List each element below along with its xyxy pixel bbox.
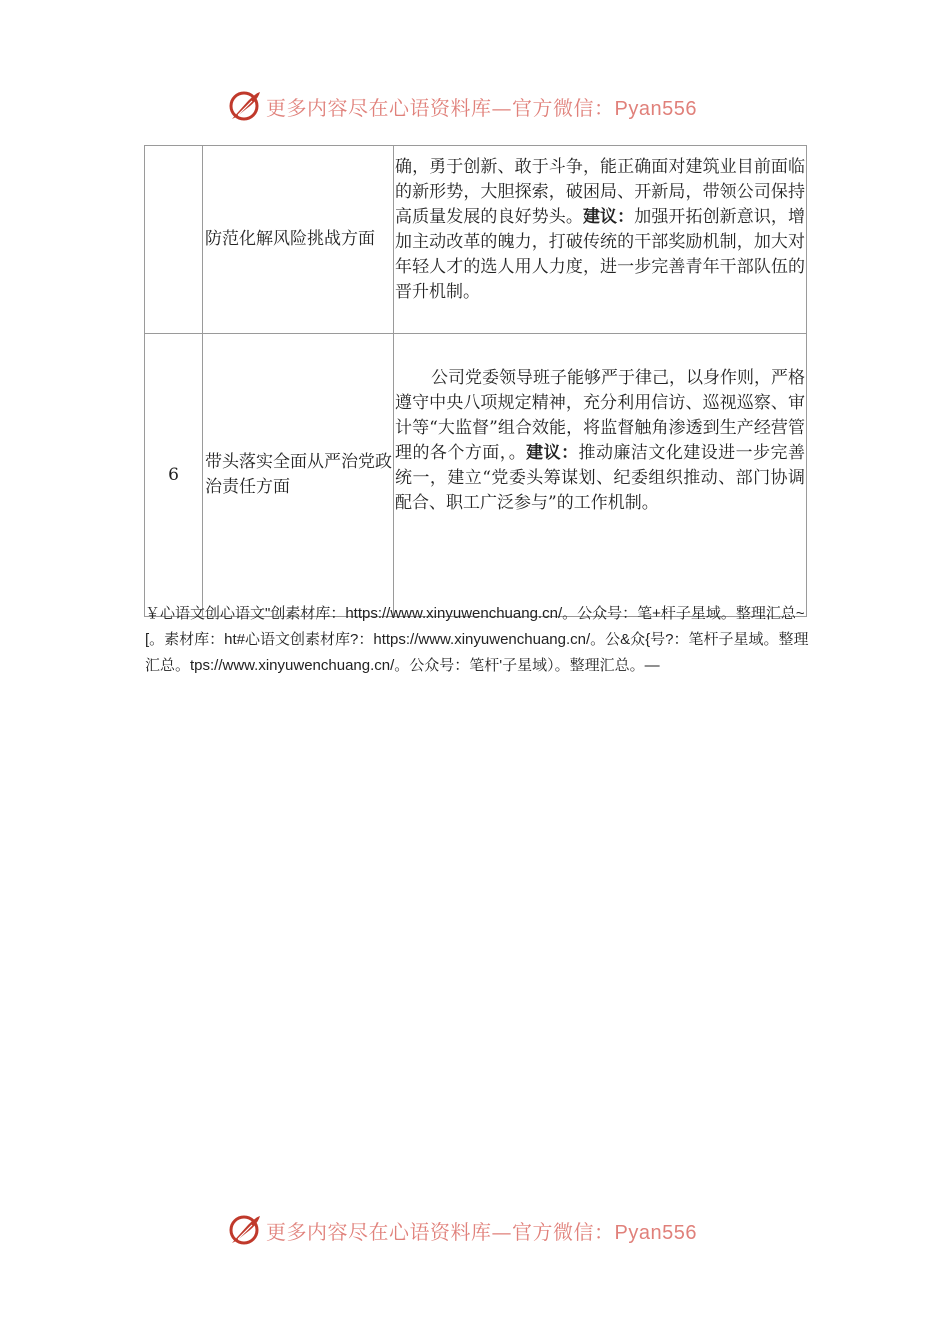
footer-paragraph: ￥心语文创心语文"创素材库：https://www.xinyuwenchuang.cn/。公众号：笔+杆子星域。整理汇总~[。素材库：ht#心语文创素材库?：https://www.xinyuwenchuang.cn/。公&众{号?：笔杆子星域。整理汇总。tps://www.xinyuwenchuang.cn/。公众号：笔杆'子星域）。整理汇总。— [145, 605, 809, 674]
row-content: 公司党委领导班子能够严于律己，以身作则，严格遵守中央八项规定精神，充分利用信访、巡视巡察、审计等“大监督”组合效能，将监督触角渗透到生产经营管理的各个方面，。建议：推动廉洁文化建设进一步完善统一，建立“党委头筹谋划、纪委组织推动、部门协调配合、职工广泛参与”的工作机制。 [394, 334, 807, 617]
row-content: 确，勇于创新、敢于斗争，能正确面对建筑业目前面临的新形势，大胆探索，破困局、开新局，带领公司保持高质量发展的良好势头。建议：加强开拓创新意识，增加主动改革的魄力，打破传统的干部奖励机制，加大对年轻人才的选人用人力度，进一步完善青年干部队伍的晋升机制。 [394, 146, 807, 334]
footer-banner [228, 1212, 728, 1248]
table-row [145, 146, 807, 334]
suggestion-label: 建议： [526, 443, 579, 463]
row-topic: 防范化解风险挑战方面 [203, 146, 394, 334]
banner-text: 更多内容尽在心语资料库—官方微信：Pyan556 [266, 95, 697, 120]
evaluation-table [144, 145, 807, 617]
row-number: 6 [145, 334, 203, 617]
table-row [145, 334, 807, 617]
feather-pen-logo-icon [228, 1213, 262, 1247]
suggestion-label: 建议： [582, 207, 635, 227]
row-number [145, 146, 203, 334]
feather-pen-logo-icon [228, 89, 262, 123]
header-banner [228, 88, 728, 124]
banner-text: 更多内容尽在心语资料库—官方微信：Pyan556 [266, 1219, 697, 1244]
row-topic: 带头落实全面从严治党政治责任方面 [203, 334, 394, 617]
